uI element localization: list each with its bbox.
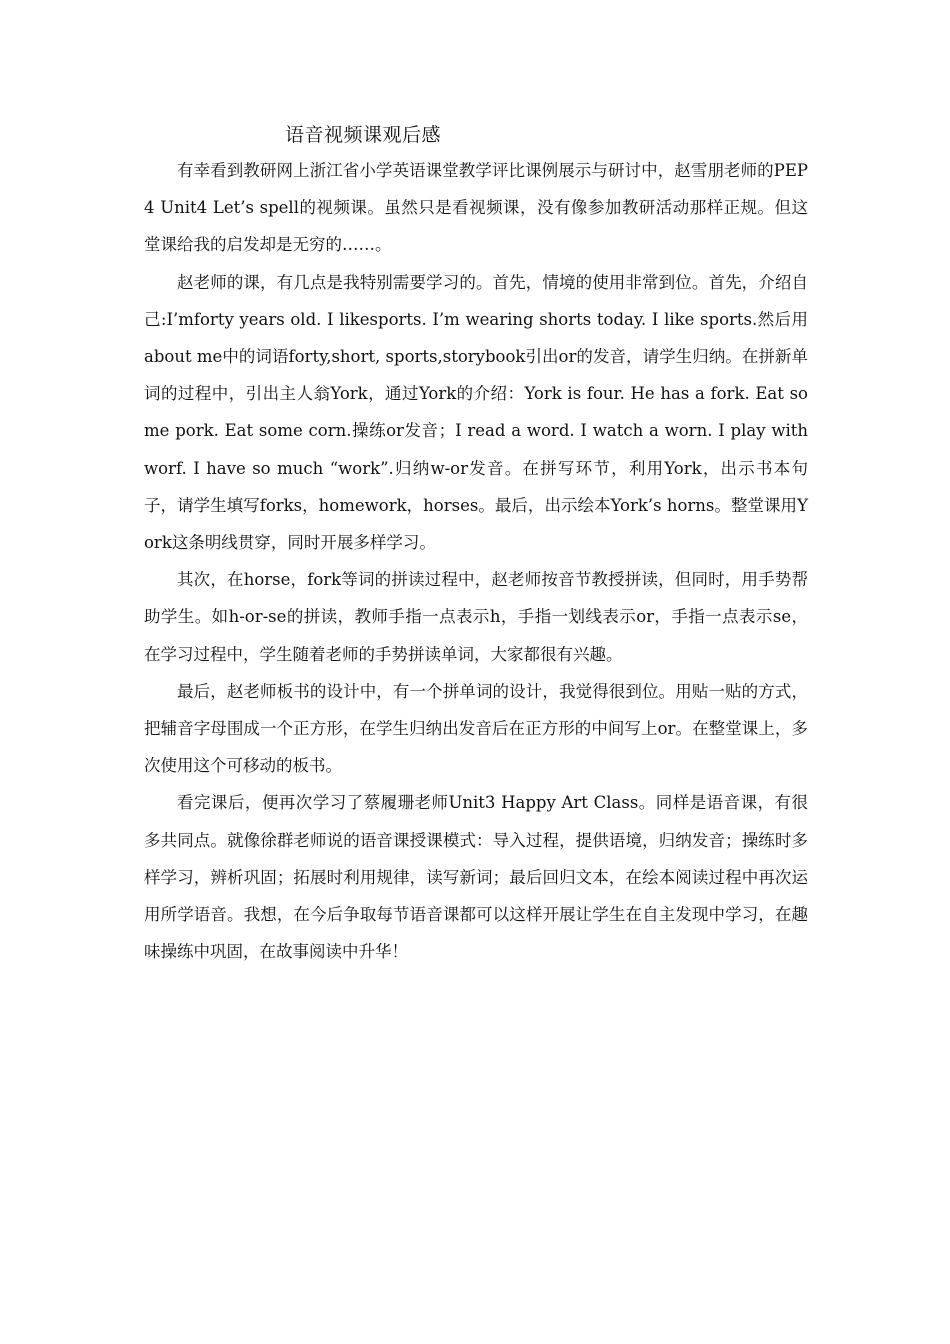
paragraph-gestures: 其次，在horse，fork等词的拼读过程中，赵老师按音节教授拼读，但同时，用手势帮助学生。如h-or-se的拼读，教师手指一点表示h，手指一划线表示or，手指一点表示se，在学习过程中，学生随着老师的手势拼读单词，大家都很有兴趣。 xyxy=(144,570,808,664)
document-body xyxy=(144,118,808,970)
paragraph-context: 赵老师的课，有几点是我特别需要学习的。首先，情境的使用非常到位。首先，介绍自己:I’mforty years old. I likesports. I’m wearing shorts today. I like sports.然后用about me中的词语forty,short, sports,storybook引出or的发音，请学生归纳。在拼新单词的过程中，引出主人翁York，通过York的介绍：York is four. He has a fork. Eat some pork. Eat some corn.操练or发音；I read a word. I watch a worn. I play with worf. I have so much “work”.归纳w-or发音。在拼写环节，利用York，出示书本句子，请学生填写forks，homework，horses。最后，出示绘本York’s horns。整堂课用York这条明线贯穿，同时开展多样学习。 xyxy=(144,272,808,553)
document-title: 语音视频课观后感 xyxy=(285,124,442,146)
paragraph-conclusion: 看完课后，便再次学习了蔡履珊老师Unit3 Happy Art Class。同样是语音课，有很多共同点。就像徐群老师说的语音课授课模式：导入过程，提供语境，归纳发音；操练时多样学习，辨析巩固；拓展时利用规律，读写新词；最后回归文本，在绘本阅读过程中再次运用所学语音。我想，在今后争取每节语音课都可以这样开展让学生在自主发现中学习，在趣味操练中巩固，在故事阅读中升华！ xyxy=(144,793,808,962)
paragraph-intro: 有幸看到教研网上浙江省小学英语课堂教学评比课例展示与研讨中，赵雪朋老师的PEP4 Unit4 Let’s spell的视频课。虽然只是看视频课，没有像参加教研活动那样正规。但这堂课给我的启发却是无穷的……。 xyxy=(144,161,808,255)
paragraph-blackboard: 最后，赵老师板书的设计中，有一个拼单词的设计，我觉得很到位。用贴一贴的方式，把辅音字母围成一个正方形，在学生归纳出发音后在正方形的中间写上or。在整堂课上，多次使用这个可移动的板书。 xyxy=(144,681,808,776)
